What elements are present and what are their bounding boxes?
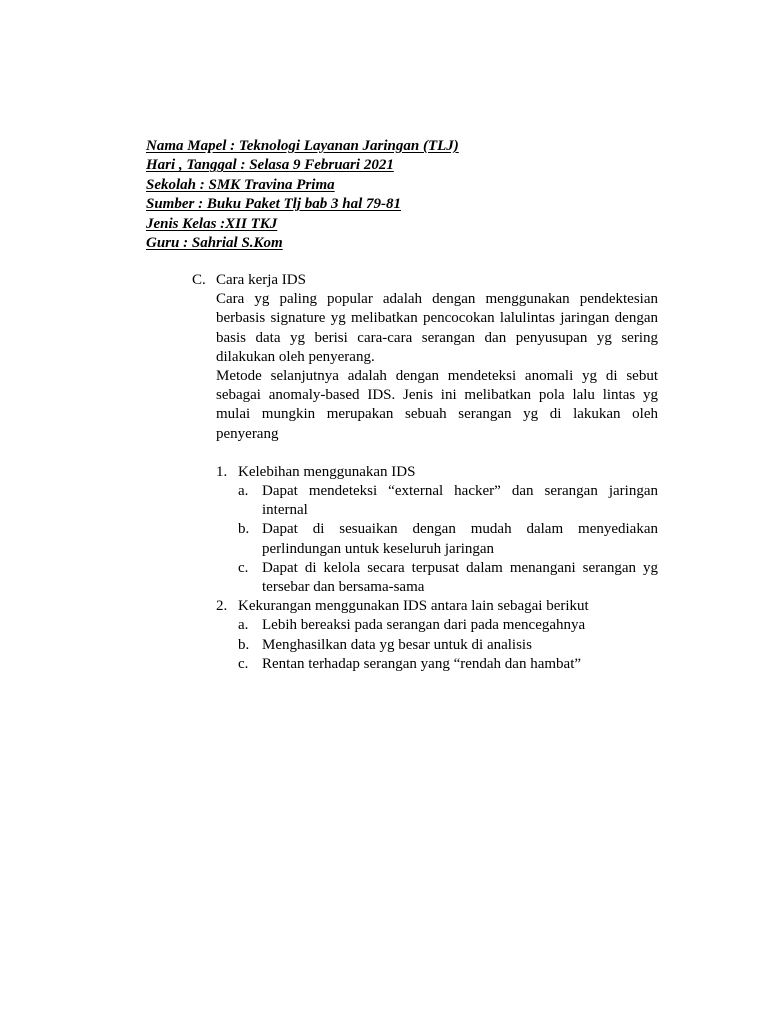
sublist-marker: a.: [238, 483, 249, 500]
section-heading: [192, 271, 658, 290]
header-kelas: Jenis Kelas :XII TKJ: [146, 215, 278, 232]
list-title: Kelebihan menggunakan IDS: [238, 463, 416, 480]
paragraph-anomaly: Metode selanjutnya adalah dengan mendeteksi anomali yg di sebut sebagai anomaly-based IDS. Jenis ini melibatkan pola lalu lintas yg mulai mungkin merupakan sebuah serangan yg di lakukan oleh penyerang: [216, 368, 658, 442]
sublist-kelebihan: [238, 482, 658, 597]
sublist-marker: b.: [238, 636, 250, 653]
header-tanggal: Hari , Tanggal : Selasa 9 Februari 2021: [146, 157, 394, 174]
sublist-marker: c.: [238, 655, 249, 672]
header-mapel: Nama Mapel : Teknologi Layanan Jaringan (TLJ): [146, 138, 459, 154]
list-item-kelebihan: [216, 463, 658, 482]
header-sumber: Sumber : Buku Paket Tlj bab 3 hal 79-81: [146, 196, 402, 213]
sublist-kekurangan: [238, 616, 658, 674]
sublist-item: [238, 616, 658, 635]
list-item-kekurangan: [216, 597, 658, 616]
paragraph-signature: Cara yg paling popular adalah dengan menggunakan pendektesian berbasis signature yg melibatkan pencocokan lalulintas jaringan dengan basis data yg berisi cara-cara serangan dan penyusupan yg sering dilakukan oleh penyerang.: [216, 291, 658, 365]
header-block: [146, 137, 626, 253]
sublist-item: [238, 655, 658, 674]
sublist-text: Dapat di kelola secara terpusat dalam menangani serangan yg tersebar dan bersama-sama: [262, 559, 658, 596]
sublist-item: [238, 636, 658, 655]
section-marker: C.: [192, 272, 206, 288]
sublist-marker: c.: [238, 559, 249, 576]
sublist-item: [238, 520, 658, 558]
sublist-text: Lebih bereaksi pada serangan dari pada mencegahnya: [262, 617, 586, 634]
sublist-text: Dapat di sesuaikan dengan mudah dalam menyediakan perlindungan untuk keseluruh jaringan: [262, 521, 658, 557]
header-guru: Guru : Sahrial S.Kom: [146, 235, 283, 252]
sublist-text: Rentan terhadap serangan yang “rendah dan hambat”: [262, 655, 582, 672]
sublist-marker: a.: [238, 617, 249, 634]
section-cara-kerja-ids: [192, 271, 658, 674]
sublist-item: [238, 559, 658, 597]
sublist-marker: b.: [238, 521, 250, 538]
section-title: Cara kerja IDS: [216, 272, 306, 288]
header-sekolah: Sekolah : SMK Travina Prima: [146, 176, 335, 193]
list-marker: 2.: [216, 598, 228, 615]
sublist-text: Menghasilkan data yg besar untuk di analisis: [262, 636, 532, 653]
sublist-text: Dapat mendeteksi “external hacker” dan serangan jaringan internal: [262, 483, 658, 519]
list-title: Kekurangan menggunakan IDS antara lain sebagai berikut: [238, 598, 589, 615]
blank-line: [192, 444, 658, 463]
list-marker: 1.: [216, 463, 228, 480]
sublist-item: [238, 482, 658, 520]
